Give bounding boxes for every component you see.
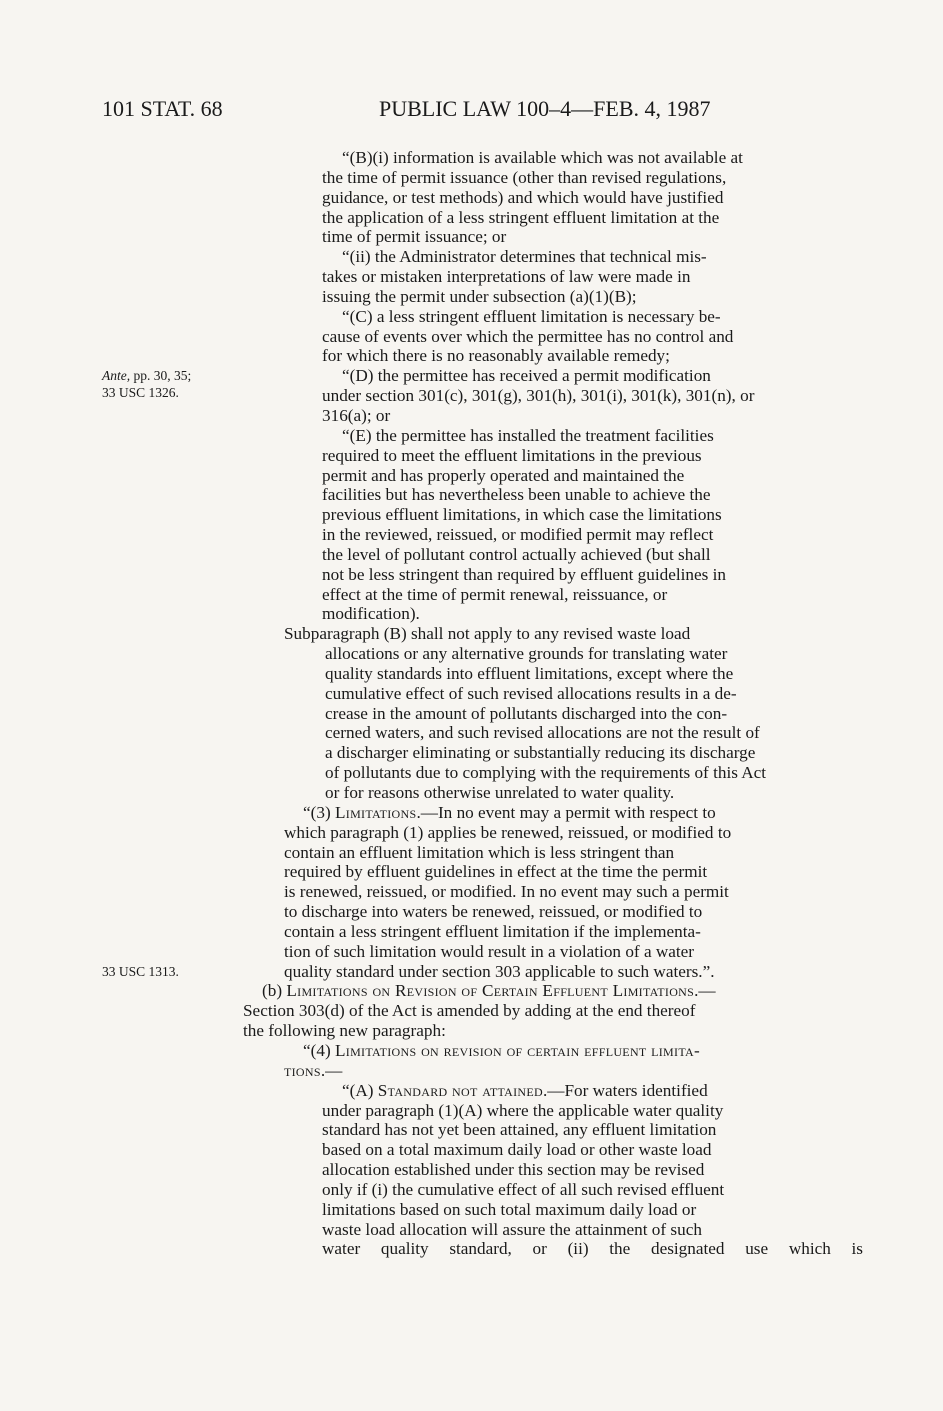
text-line: allocations or any alternative grounds for translating water <box>325 644 728 664</box>
para-3-heading: Limitations <box>334 802 417 822</box>
text-line: “(ii) the Administrator determines that technical mis- <box>342 247 707 267</box>
text-line: contain a less stringent effluent limitation if the implementa- <box>284 921 701 941</box>
body-text <box>243 148 863 1259</box>
clause-a-heading: Standard not attained <box>377 1080 543 1100</box>
text-line: allocation established under this section may be revised <box>322 1160 705 1180</box>
text-line: only if (i) the cumulative effect of all such revised effluent <box>322 1179 725 1199</box>
margin-note-ante-pages: pp. 30, 35; <box>130 368 192 383</box>
para-4-heading-1: Limitations on revision of certain effluent limita- <box>334 1040 700 1060</box>
paragraph-3-limitations <box>243 803 863 982</box>
margin-note-usc-1326: 33 USC 1326. <box>102 385 179 400</box>
text-line <box>284 1041 863 1061</box>
text-line: under section 301(c), 301(g), 301(h), 301(i), 301(k), 301(n), or <box>322 386 755 406</box>
text-line: effect at the time of permit renewal, reissuance, or <box>322 584 668 604</box>
text-line: waste load allocation will assure the attainment of such <box>322 1219 702 1239</box>
text-line: Section 303(d) of the Act is amended by adding at the end thereof <box>243 1001 696 1021</box>
para-3-first: .—In no event may a permit with respect to <box>416 802 716 822</box>
para-4-heading-2: tions <box>284 1060 321 1080</box>
clause-e <box>243 426 863 624</box>
text-line: or for reasons otherwise unrelated to water quality. <box>325 783 675 802</box>
text-line: “(D) the permittee has received a permit modification <box>342 366 711 386</box>
text-line: not be less stringent than required by effluent guidelines in <box>322 564 726 584</box>
text-line: tion of such limitation would result in a violation of a water <box>284 941 695 961</box>
text-line: crease in the amount of pollutants discharged into the con- <box>325 703 728 723</box>
text-line: water quality standard, or (ii) the designated use which is <box>322 1239 863 1259</box>
text-line: for which there is no reasonably available remedy; <box>322 346 670 366</box>
text-line <box>284 1061 863 1081</box>
text-line <box>322 1081 863 1101</box>
text-line: of pollutants due to complying with the requirements of this Act <box>325 763 767 783</box>
text-line: permit and has properly operated and maintained the <box>322 465 685 485</box>
text-line: guidance, or test methods) and which would have justified <box>322 187 724 207</box>
text-line: modification). <box>322 604 420 624</box>
text-line: quality standards into effluent limitations, except where the <box>325 663 734 683</box>
text-line: required by effluent guidelines in effect at the time the permit <box>284 862 708 882</box>
text-line: facilities but has nevertheless been unable to achieve the <box>322 485 711 505</box>
text-line: previous effluent limitations, in which case the limitations <box>322 505 722 525</box>
text-line: contain an effluent limitation which is less stringent than <box>284 842 675 862</box>
text-line: time of permit issuance; or <box>322 227 507 247</box>
text-line: Subparagraph (B) shall not apply to any revised waste load <box>284 624 691 644</box>
text-line: the time of permit issuance (other than revised regulations, <box>322 167 727 187</box>
clause-a-standard-not-attained <box>243 1081 863 1260</box>
subsection-b <box>243 981 863 1041</box>
margin-note-ante-italic: Ante, <box>102 368 131 383</box>
clause-c <box>243 307 863 367</box>
text-line: which paragraph (1) applies be renewed, reissued, or modified to <box>284 822 732 842</box>
text-line: required to meet the effluent limitations in the previous <box>322 445 702 465</box>
clause-b-ii <box>243 247 863 307</box>
text-line: “(E) the permittee has installed the treatment facilities <box>342 425 714 445</box>
text-line: to discharge into waters be renewed, reissued, or modified to <box>284 902 703 922</box>
text-line: issuing the permit under subsection (a)(1)(B); <box>322 286 637 306</box>
clause-b-i <box>243 148 863 247</box>
text-line: limitations based on such total maximum daily load or <box>322 1199 697 1219</box>
subsection-b-open: (b) <box>262 981 287 1001</box>
margin-note-ante <box>102 367 191 384</box>
text-line: is renewed, reissued, or modified. In no event may such a permit <box>284 882 729 902</box>
para-4-dash: .— <box>320 1060 343 1080</box>
text-line: 316(a); or <box>322 405 391 425</box>
text-line: under paragraph (1)(A) where the applicable water quality <box>322 1100 724 1120</box>
text-line: standard has not yet been attained, any effluent limitation <box>322 1120 717 1140</box>
text-line: based on a total maximum daily load or other waste load <box>322 1140 712 1160</box>
para-4-open: “(4) <box>303 1040 335 1060</box>
text-line: cause of events over which the permittee has no control and <box>322 326 734 346</box>
paragraph-4-heading <box>243 1041 863 1081</box>
text-line: a discharger eliminating or substantially reducing its discharge <box>325 743 756 763</box>
para-3-open: “(3) <box>303 802 335 822</box>
text-line <box>243 981 863 1001</box>
text-line: in the reviewed, reissued, or modified permit may reflect <box>322 525 714 545</box>
text-line: the application of a less stringent effluent limitation at the <box>322 207 720 227</box>
margin-note-usc-1313: 33 USC 1313. <box>102 964 179 979</box>
clause-d <box>243 366 863 426</box>
text-line: cerned waters, and such revised allocations are not the result of <box>325 723 760 743</box>
clause-a-first: .—For waters identified <box>542 1080 708 1100</box>
text-line: the level of pollutant control actually achieved (but shall <box>322 544 711 564</box>
running-header: PUBLIC LAW 100–4—FEB. 4, 1987 <box>379 96 711 121</box>
text-line <box>284 803 863 823</box>
subparagraph-b-note <box>243 624 863 803</box>
statute-page-number: 101 STAT. 68 <box>102 96 223 121</box>
text-line: the following new paragraph: <box>243 1021 446 1041</box>
clause-a-open: “(A) <box>342 1080 378 1100</box>
text-line: quality standard under section 303 applicable to such waters.”. <box>284 961 715 981</box>
text-line: “(B)(i) information is available which was not available at <box>342 148 743 167</box>
text-line: cumulative effect of such revised allocations results in a de- <box>325 683 737 703</box>
subsection-b-heading: Limitations on Revision of Certain Effluent Limitations <box>286 981 695 1001</box>
subsection-b-dash: .— <box>694 981 716 1001</box>
text-line: “(C) a less stringent effluent limitation is necessary be- <box>342 306 721 326</box>
text-line: takes or mistaken interpretations of law were made in <box>322 267 691 287</box>
